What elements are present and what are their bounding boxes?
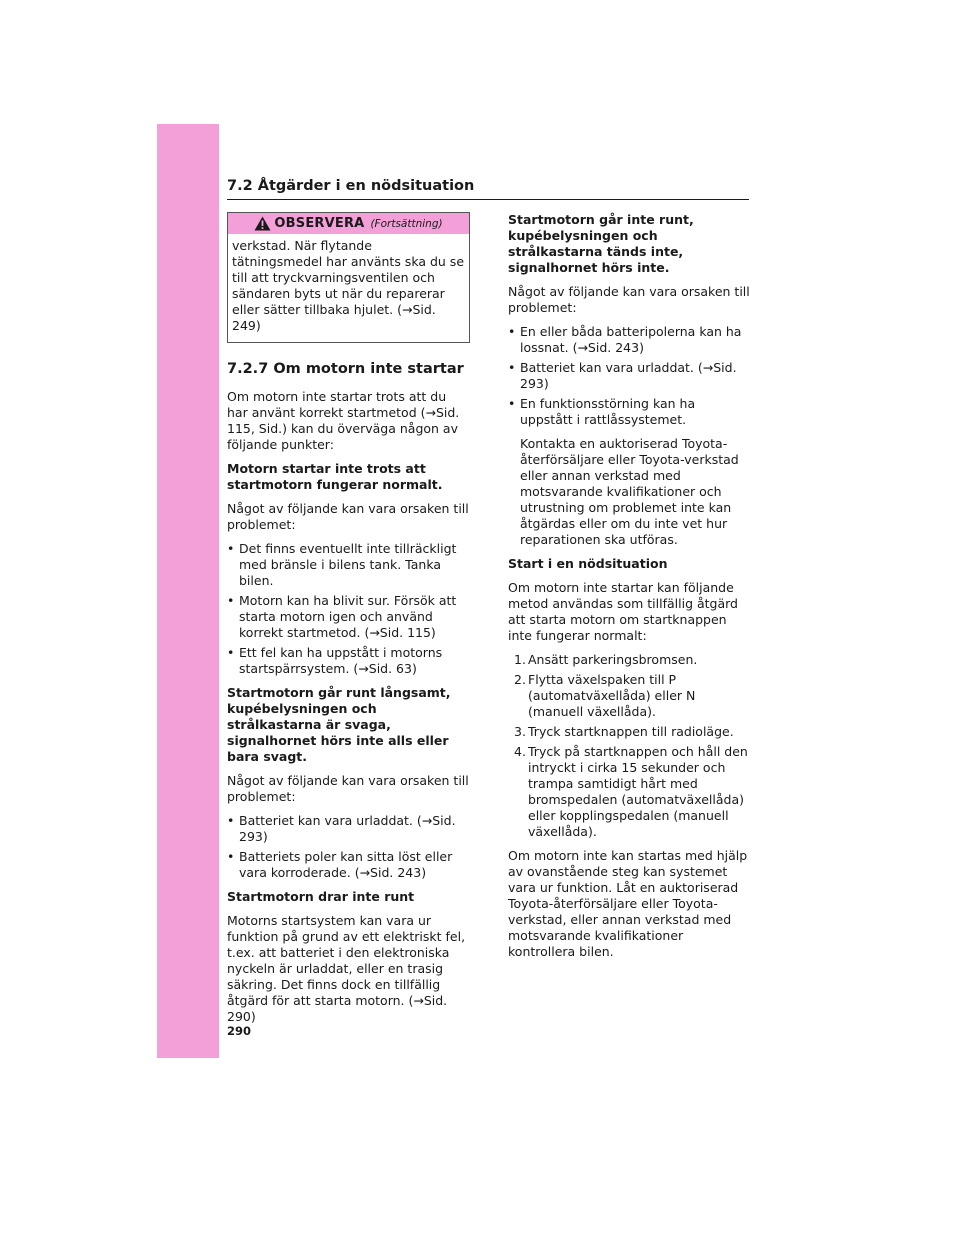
cause-heading-2: Startmotorn går runt långsamt, kupébelysningen och strålkastarna är svaga, signalhornet hörs inte alls eller bara svagt. (227, 685, 451, 764)
cause-heading-4: Startmotorn går inte runt, kupébelysningen och strålkastarna tänds inte, signalhornet hörs inte. (508, 212, 694, 275)
step-text: Tryck startknappen till radioläge. (528, 724, 734, 739)
notice-title: OBSERVERA (274, 215, 365, 231)
step-number: 4. (514, 744, 526, 759)
list-item: • Batteriets poler kan sitta löst eller vara korroderade. (→Sid. 243) (227, 849, 470, 881)
list-item (508, 724, 750, 740)
bullet-list-1 (227, 541, 470, 677)
list-item: • Ett fel kan ha uppstått i motorns startspärrsystem. (→Sid. 63) (227, 645, 470, 677)
step-number: 1. (514, 652, 526, 667)
notice-header (228, 213, 469, 234)
dealer-note: Kontakta en auktoriserad Toyota-återförsäljare eller Toyota-verkstad eller annan verkstad med motsvarande kvalifikationer och utrustning om problemet inte kan åtgärdas eller om du inte vet hur reparationen ska utföras. (520, 436, 739, 547)
intro-paragraph: Om motorn inte startar trots att du har använt korrekt startmetod (→Sid. 115, Sid.) kan du överväga någon av följande punkter: (227, 389, 460, 452)
step-list (508, 652, 750, 840)
page-number: 290 (227, 1024, 252, 1038)
step-text: Tryck på startknappen och håll den intryckt i cirka 15 sekunder och trampa samtidigt hårt med bromspedalen (automatväxellåda) eller kopplingspedalen (manuell växellåda). (528, 744, 748, 839)
cause-heading-1: Motorn startar inte trots att startmotorn fungerar normalt. (227, 461, 443, 492)
emergency-start-heading: Start i en nödsituation (508, 556, 668, 571)
step-text: Flytta växelspaken till P (automatväxellåda) eller N (manuell växellåda). (528, 672, 696, 719)
subsection-heading: 7.2.7 Om motorn inte startar (227, 361, 464, 377)
right-column (508, 212, 750, 968)
list-item: • Batteriet kan vara urladdat. (→Sid. 293) (508, 360, 750, 392)
list-item: • Motorn kan ha blivit sur. Försök att starta motorn igen och använd korrekt startmetod. (→Sid. 115) (227, 593, 470, 641)
list-item (508, 652, 750, 668)
emergency-start-intro: Om motorn inte startar kan följande metod användas som tillfällig åtgärd att starta motorn om startknappen inte fungerar normalt: (508, 580, 738, 643)
cause-paragraph-4: Något av följande kan vara orsaken till problemet: (508, 284, 750, 315)
list-item (508, 744, 750, 840)
bullet-list-3 (508, 324, 750, 428)
notice-body: verkstad. När flytande tätningsmedel har använts ska du se till att tryckvarningsventilen och sändaren byts ut när du reparerar eller sätter tillbaka hjulet. (→Sid. 249) (232, 238, 465, 333)
cause-paragraph-3: Motorns startsystem kan vara ur funktion på grund av ett elektriskt fel, t.ex. att batteriet i den elektroniska nyckeln är urladdat, eller en trasig säkring. Det finns dock en tillfällig åtgärd för att starta motorn. (→Sid. 290) (227, 913, 466, 1024)
header-rule (227, 199, 749, 200)
warning-icon (254, 216, 271, 231)
left-column (227, 212, 470, 1033)
cause-heading-3: Startmotorn drar inte runt (227, 889, 415, 904)
bullet-list-2 (227, 813, 470, 881)
step-text: Ansätt parkeringsbromsen. (528, 652, 698, 667)
list-item: • Batteriet kan vara urladdat. (→Sid. 293) (227, 813, 470, 845)
section-header: 7.2 Åtgärder i en nödsituation (227, 178, 475, 194)
notice-box (227, 212, 470, 343)
list-item: • Det finns eventuellt inte tillräckligt med bränsle i bilens tank. Tanka bilen. (227, 541, 470, 589)
list-item (508, 672, 750, 720)
notice-subtitle: (Fortsättning) (370, 217, 443, 230)
closing-paragraph: Om motorn inte kan startas med hjälp av ovanstående steg kan systemet vara ur funktion. Låt en auktoriserad Toyota-återförsäljare eller Toyota-verkstad, eller annan verkstad med motsvarande kvalifikationer kontrollera bilen. (508, 848, 748, 959)
step-number: 3. (514, 724, 526, 739)
list-item: • En funktionsstörning kan ha uppstått i rattlåssystemet. (508, 396, 750, 428)
cause-paragraph-2: Något av följande kan vara orsaken till problemet: (227, 773, 469, 804)
chapter-tab-band (157, 124, 219, 1058)
list-item: • En eller båda batteripolerna kan ha lossnat. (→Sid. 243) (508, 324, 750, 356)
cause-paragraph-1: Något av följande kan vara orsaken till problemet: (227, 501, 469, 532)
step-number: 2. (514, 672, 526, 687)
